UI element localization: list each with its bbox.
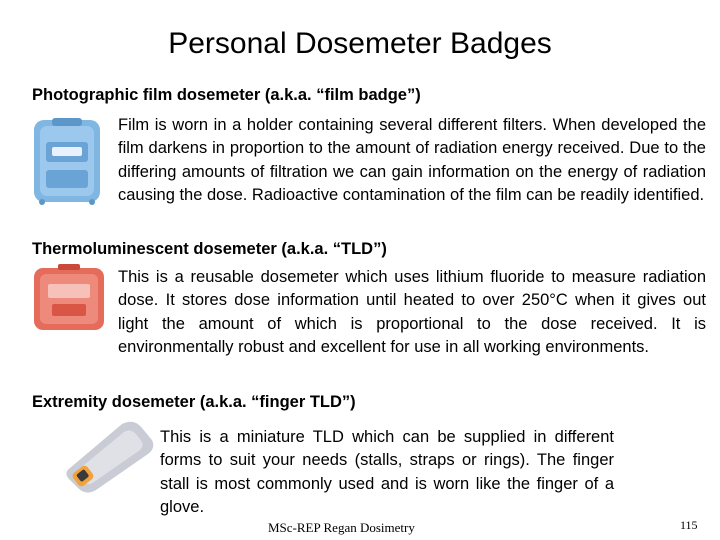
section-body-tld: This is a reusable dosemeter which uses lithium fluoride to measure radiation dose. It stores dose information until heated to over 250°C when it gives out light the amount of which is proportional to the dose received. It is environmentally robust and excellent for use in all working environments. bbox=[118, 268, 706, 356]
footer-text: MSc-REP Regan Dosimetry bbox=[268, 520, 415, 535]
page-number: 115 bbox=[680, 518, 698, 532]
red-tld-badge-icon bbox=[28, 262, 108, 336]
section-body-finger-tld: This is a miniature TLD which can be supplied in different forms to suit your needs (stalls, straps or rings). The finger stall is most commonly used and is worn like the finger of a glove. bbox=[160, 428, 614, 516]
slide-title: Personal Dosemeter Badges bbox=[168, 27, 552, 60]
section-heading-finger-tld: Extremity dosemeter (a.k.a. “finger TLD”) bbox=[32, 393, 356, 411]
blue-film-badge-icon bbox=[28, 116, 106, 206]
finger-tld-icon bbox=[60, 416, 160, 496]
section-heading-film-badge: Photographic film dosemeter (a.k.a. “film badge”) bbox=[32, 86, 421, 104]
section-heading-tld: Thermoluminescent dosemeter (a.k.a. “TLD”) bbox=[32, 240, 387, 258]
section-body-film-badge: Film is worn in a holder containing several different filters. When developed the film darkens in proportion to the amount of radiation energy received. Due to the differing amounts of filtration we can gain information on the energy of radiation causing the dose. Radioactive contamination of the film can be readily identified. bbox=[118, 116, 706, 204]
